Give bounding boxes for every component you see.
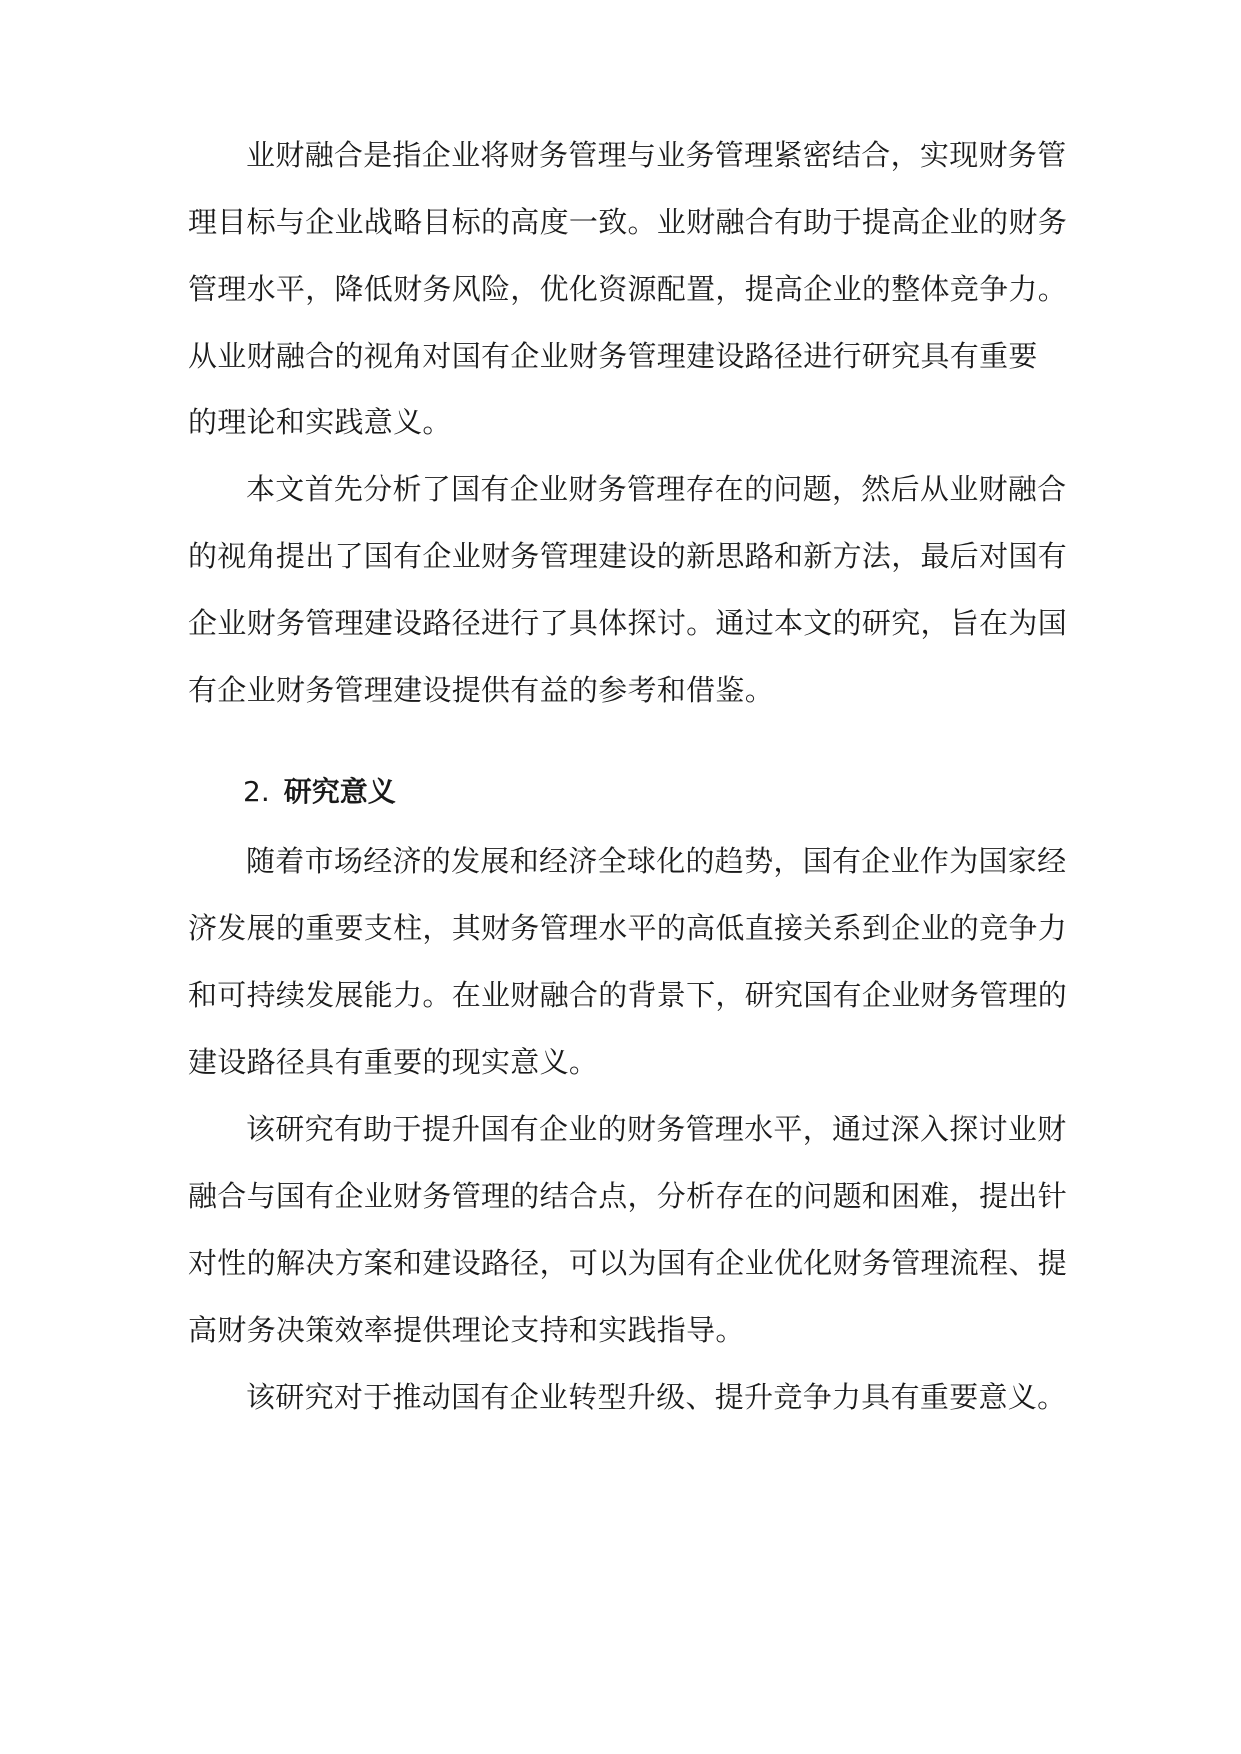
section-heading (243, 775, 396, 809)
paragraph-2-line-4: 有企业财务管理建设提供有益的参考和借鉴。 (188, 673, 775, 707)
paragraph-1-line-4: 从业财融合的视角对国有企业财务管理建设路径进行研究具有重要 (188, 339, 1038, 373)
section-paragraph-2-line-1: 该研究有助于提升国有企业的财务管理水平，通过深入探讨业财 (246, 1112, 1067, 1146)
paragraph-1-line-5: 的理论和实践意义。 (188, 405, 452, 439)
paragraph-1-line-3: 管理水平，降低财务风险，优化资源配置，提高企业的整体竞争力。 (188, 272, 1068, 306)
paragraph-1-line-1: 业财融合是指企业将财务管理与业务管理紧密结合，实现财务管 (246, 138, 1067, 172)
section-number: 2. (243, 775, 270, 808)
section-paragraph-1-line-4: 建设路径具有重要的现实意义。 (188, 1045, 599, 1079)
paragraph-1-line-2: 理目标与企业战略目标的高度一致。业财融合有助于提高企业的财务 (188, 205, 1068, 239)
section-paragraph-2-line-4: 高财务决策效率提供理论支持和实践指导。 (188, 1313, 745, 1347)
section-paragraph-3-line-1: 该研究对于推动国有企业转型升级、提升竞争力具有重要意义。 (246, 1380, 1067, 1414)
section-paragraph-1-line-3: 和可持续发展能力。在业财融合的背景下，研究国有企业财务管理的 (188, 978, 1068, 1012)
paragraph-2-line-2: 的视角提出了国有企业财务管理建设的新思路和新方法，最后对国有 (188, 539, 1068, 573)
section-paragraph-1-line-2: 济发展的重要支柱，其财务管理水平的高低直接关系到企业的竞争力 (188, 911, 1068, 945)
paragraph-2-line-1: 本文首先分析了国有企业财务管理存在的问题，然后从业财融合 (246, 472, 1067, 506)
section-paragraph-1-line-1: 随着市场经济的发展和经济全球化的趋势，国有企业作为国家经 (246, 844, 1067, 878)
section-paragraph-2-line-2: 融合与国有企业财务管理的结合点，分析存在的问题和困难，提出针 (188, 1179, 1068, 1213)
section-paragraph-2-line-3: 对性的解决方案和建设路径，可以为国有企业优化财务管理流程、提 (188, 1246, 1068, 1280)
paragraph-2-line-3: 企业财务管理建设路径进行了具体探讨。通过本文的研究，旨在为国 (188, 606, 1068, 640)
section-title: 研究意义 (283, 775, 396, 808)
